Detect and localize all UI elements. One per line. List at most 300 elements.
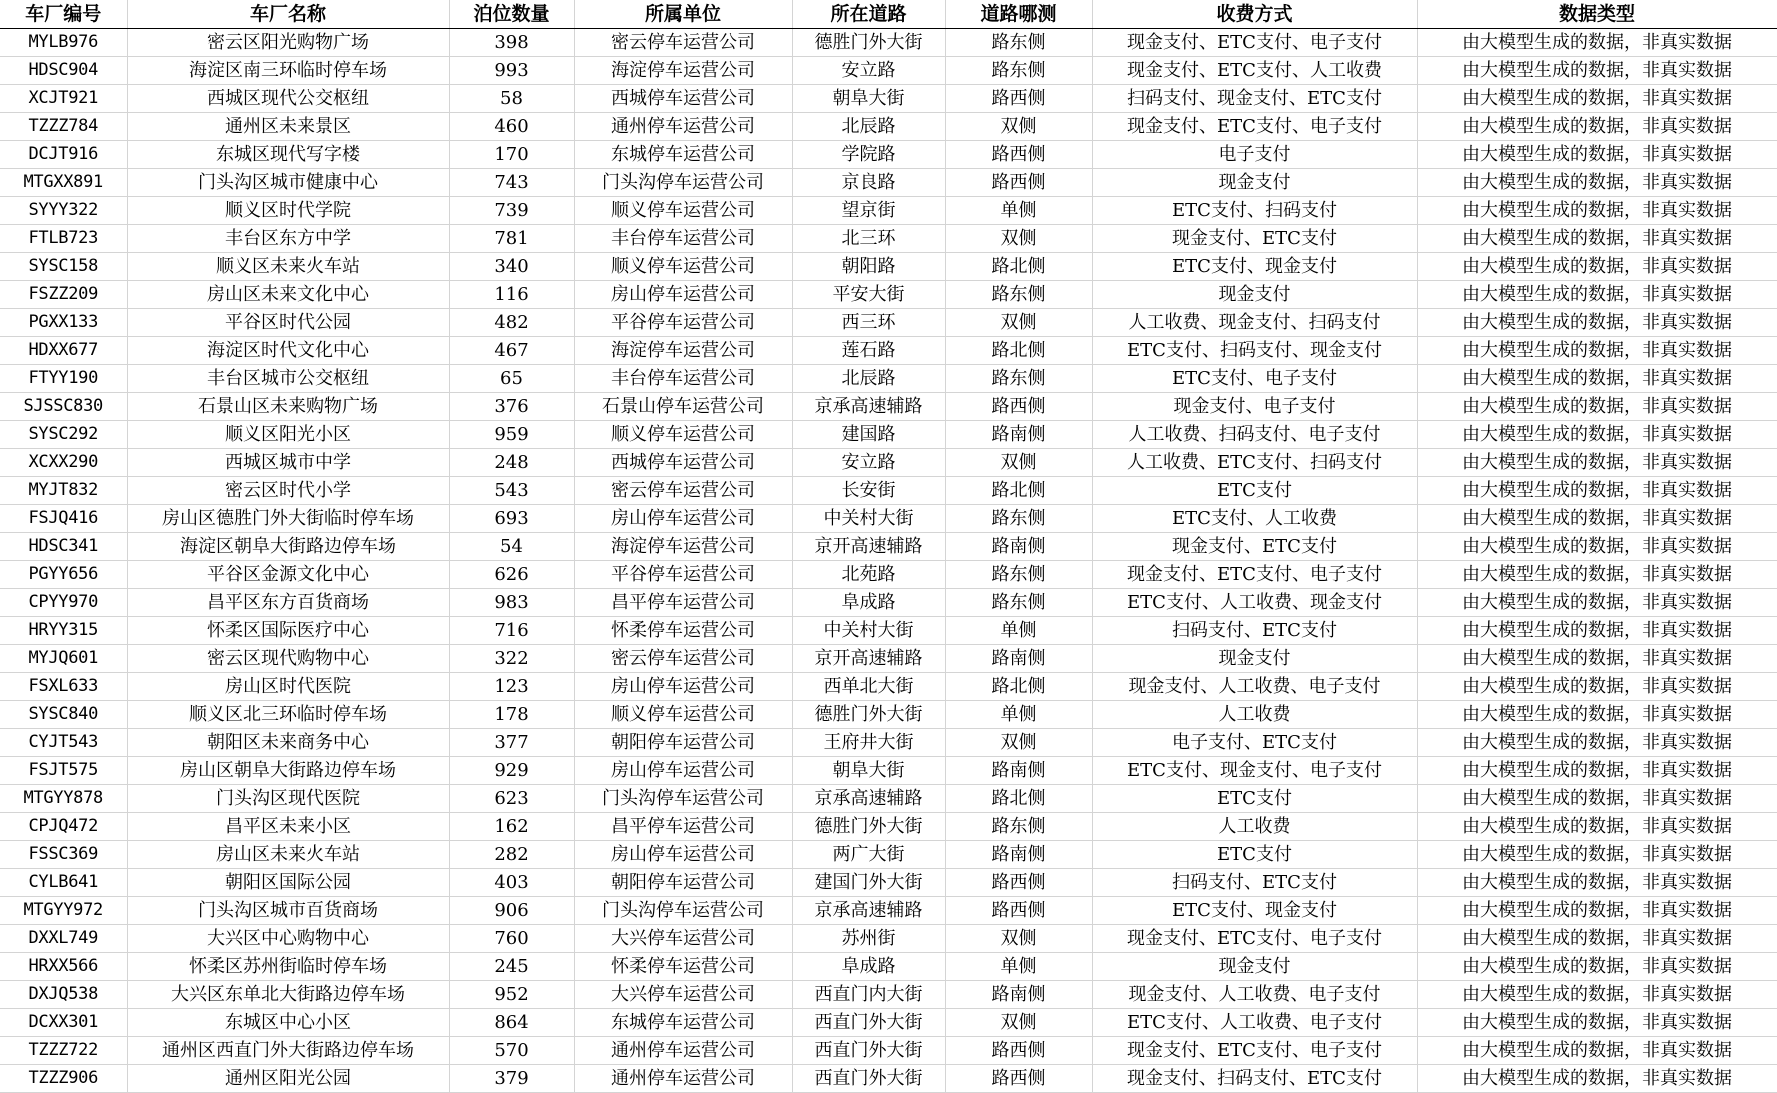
road-side-cell[interactable]: 双侧 bbox=[945, 1009, 1092, 1037]
data-type-cell[interactable]: 由大模型生成的数据，非真实数据 bbox=[1417, 1037, 1777, 1065]
column-header-berth-count[interactable]: 泊位数量 bbox=[449, 0, 574, 29]
berth-count-cell[interactable]: 760 bbox=[449, 925, 574, 953]
lot-name-cell[interactable]: 密云区时代小学 bbox=[127, 477, 449, 505]
lot-name-cell[interactable]: 昌平区未来小区 bbox=[127, 813, 449, 841]
lot-name-cell[interactable]: 顺义区时代学院 bbox=[127, 197, 449, 225]
payment-cell[interactable]: 现金支付、人工收费、电子支付 bbox=[1092, 981, 1417, 1009]
payment-cell[interactable]: 现金支付、ETC支付、电子支付 bbox=[1092, 561, 1417, 589]
payment-cell[interactable]: ETC支付、现金支付 bbox=[1092, 897, 1417, 925]
road-side-cell[interactable]: 路西侧 bbox=[945, 869, 1092, 897]
lot-name-cell[interactable]: 海淀区时代文化中心 bbox=[127, 337, 449, 365]
data-type-cell[interactable]: 由大模型生成的数据，非真实数据 bbox=[1417, 393, 1777, 421]
lot-name-cell[interactable]: 房山区时代医院 bbox=[127, 673, 449, 701]
berth-count-cell[interactable]: 376 bbox=[449, 393, 574, 421]
column-header-payment[interactable]: 收费方式 bbox=[1092, 0, 1417, 29]
payment-cell[interactable]: 现金支付、电子支付 bbox=[1092, 393, 1417, 421]
road-cell[interactable]: 建国路 bbox=[792, 421, 945, 449]
data-type-cell[interactable]: 由大模型生成的数据，非真实数据 bbox=[1417, 897, 1777, 925]
data-type-cell[interactable]: 由大模型生成的数据，非真实数据 bbox=[1417, 281, 1777, 309]
lot-id-cell[interactable]: MYJT832 bbox=[0, 477, 127, 505]
lot-name-cell[interactable]: 东城区中心小区 bbox=[127, 1009, 449, 1037]
payment-cell[interactable]: ETC支付、人工收费、现金支付 bbox=[1092, 589, 1417, 617]
berth-count-cell[interactable]: 460 bbox=[449, 113, 574, 141]
operator-cell[interactable]: 东城停车运营公司 bbox=[574, 1009, 792, 1037]
data-type-cell[interactable]: 由大模型生成的数据，非真实数据 bbox=[1417, 505, 1777, 533]
operator-cell[interactable]: 门头沟停车运营公司 bbox=[574, 169, 792, 197]
payment-cell[interactable]: 现金支付、ETC支付 bbox=[1092, 533, 1417, 561]
lot-id-cell[interactable]: HDXX677 bbox=[0, 337, 127, 365]
lot-name-cell[interactable]: 通州区西直门外大街路边停车场 bbox=[127, 1037, 449, 1065]
berth-count-cell[interactable]: 379 bbox=[449, 1065, 574, 1093]
lot-name-cell[interactable]: 海淀区南三环临时停车场 bbox=[127, 57, 449, 85]
road-cell[interactable]: 西直门内大街 bbox=[792, 981, 945, 1009]
berth-count-cell[interactable]: 906 bbox=[449, 897, 574, 925]
operator-cell[interactable]: 通州停车运营公司 bbox=[574, 113, 792, 141]
road-cell[interactable]: 望京街 bbox=[792, 197, 945, 225]
road-side-cell[interactable]: 路北侧 bbox=[945, 337, 1092, 365]
road-side-cell[interactable]: 路南侧 bbox=[945, 757, 1092, 785]
lot-name-cell[interactable]: 顺义区阳光小区 bbox=[127, 421, 449, 449]
operator-cell[interactable]: 大兴停车运营公司 bbox=[574, 981, 792, 1009]
lot-id-cell[interactable]: SJSSC830 bbox=[0, 393, 127, 421]
lot-name-cell[interactable]: 平谷区时代公园 bbox=[127, 309, 449, 337]
column-header-road-side[interactable]: 道路哪测 bbox=[945, 0, 1092, 29]
lot-id-cell[interactable]: PGXX133 bbox=[0, 309, 127, 337]
lot-name-cell[interactable]: 门头沟区城市健康中心 bbox=[127, 169, 449, 197]
lot-id-cell[interactable]: SYSC292 bbox=[0, 421, 127, 449]
lot-name-cell[interactable]: 平谷区金源文化中心 bbox=[127, 561, 449, 589]
lot-id-cell[interactable]: TZZZ784 bbox=[0, 113, 127, 141]
lot-id-cell[interactable]: FSJT575 bbox=[0, 757, 127, 785]
lot-id-cell[interactable]: HDSC341 bbox=[0, 533, 127, 561]
data-type-cell[interactable]: 由大模型生成的数据，非真实数据 bbox=[1417, 421, 1777, 449]
road-cell[interactable]: 安立路 bbox=[792, 57, 945, 85]
road-side-cell[interactable]: 单侧 bbox=[945, 617, 1092, 645]
road-side-cell[interactable]: 路南侧 bbox=[945, 421, 1092, 449]
lot-id-cell[interactable]: FSSC369 bbox=[0, 841, 127, 869]
operator-cell[interactable]: 海淀停车运营公司 bbox=[574, 533, 792, 561]
data-type-cell[interactable]: 由大模型生成的数据，非真实数据 bbox=[1417, 477, 1777, 505]
operator-cell[interactable]: 房山停车运营公司 bbox=[574, 841, 792, 869]
data-type-cell[interactable]: 由大模型生成的数据，非真实数据 bbox=[1417, 169, 1777, 197]
berth-count-cell[interactable]: 178 bbox=[449, 701, 574, 729]
column-header-data-type[interactable]: 数据类型 bbox=[1417, 0, 1777, 29]
road-cell[interactable]: 苏州街 bbox=[792, 925, 945, 953]
lot-name-cell[interactable]: 丰台区东方中学 bbox=[127, 225, 449, 253]
data-type-cell[interactable]: 由大模型生成的数据，非真实数据 bbox=[1417, 701, 1777, 729]
road-cell[interactable]: 北辰路 bbox=[792, 113, 945, 141]
data-type-cell[interactable]: 由大模型生成的数据，非真实数据 bbox=[1417, 309, 1777, 337]
lot-name-cell[interactable]: 密云区阳光购物广场 bbox=[127, 29, 449, 57]
operator-cell[interactable]: 昌平停车运营公司 bbox=[574, 589, 792, 617]
payment-cell[interactable]: 扫码支付、ETC支付 bbox=[1092, 869, 1417, 897]
lot-name-cell[interactable]: 海淀区朝阜大街路边停车场 bbox=[127, 533, 449, 561]
road-side-cell[interactable]: 单侧 bbox=[945, 197, 1092, 225]
column-header-road[interactable]: 所在道路 bbox=[792, 0, 945, 29]
lot-name-cell[interactable]: 西城区现代公交枢纽 bbox=[127, 85, 449, 113]
operator-cell[interactable]: 怀柔停车运营公司 bbox=[574, 953, 792, 981]
lot-id-cell[interactable]: MTGYY972 bbox=[0, 897, 127, 925]
lot-id-cell[interactable]: TZZZ722 bbox=[0, 1037, 127, 1065]
berth-count-cell[interactable]: 65 bbox=[449, 365, 574, 393]
lot-id-cell[interactable]: DXXL749 bbox=[0, 925, 127, 953]
road-side-cell[interactable]: 双侧 bbox=[945, 449, 1092, 477]
road-cell[interactable]: 西直门外大街 bbox=[792, 1037, 945, 1065]
road-cell[interactable]: 北三环 bbox=[792, 225, 945, 253]
road-side-cell[interactable]: 路南侧 bbox=[945, 841, 1092, 869]
berth-count-cell[interactable]: 123 bbox=[449, 673, 574, 701]
operator-cell[interactable]: 顺义停车运营公司 bbox=[574, 197, 792, 225]
road-cell[interactable]: 阜成路 bbox=[792, 589, 945, 617]
lot-id-cell[interactable]: DCXX301 bbox=[0, 1009, 127, 1037]
payment-cell[interactable]: 现金支付、ETC支付、电子支付 bbox=[1092, 113, 1417, 141]
operator-cell[interactable]: 顺义停车运营公司 bbox=[574, 253, 792, 281]
road-side-cell[interactable]: 路南侧 bbox=[945, 533, 1092, 561]
data-type-cell[interactable]: 由大模型生成的数据，非真实数据 bbox=[1417, 449, 1777, 477]
road-side-cell[interactable]: 路西侧 bbox=[945, 897, 1092, 925]
data-type-cell[interactable]: 由大模型生成的数据，非真实数据 bbox=[1417, 673, 1777, 701]
lot-id-cell[interactable]: FSJQ416 bbox=[0, 505, 127, 533]
operator-cell[interactable]: 海淀停车运营公司 bbox=[574, 337, 792, 365]
road-side-cell[interactable]: 双侧 bbox=[945, 225, 1092, 253]
berth-count-cell[interactable]: 864 bbox=[449, 1009, 574, 1037]
berth-count-cell[interactable]: 993 bbox=[449, 57, 574, 85]
operator-cell[interactable]: 石景山停车运营公司 bbox=[574, 393, 792, 421]
road-cell[interactable]: 德胜门外大街 bbox=[792, 29, 945, 57]
lot-name-cell[interactable]: 石景山区未来购物广场 bbox=[127, 393, 449, 421]
berth-count-cell[interactable]: 623 bbox=[449, 785, 574, 813]
berth-count-cell[interactable]: 377 bbox=[449, 729, 574, 757]
payment-cell[interactable]: 现金支付 bbox=[1092, 169, 1417, 197]
berth-count-cell[interactable]: 340 bbox=[449, 253, 574, 281]
operator-cell[interactable]: 房山停车运营公司 bbox=[574, 673, 792, 701]
berth-count-cell[interactable]: 626 bbox=[449, 561, 574, 589]
road-side-cell[interactable]: 单侧 bbox=[945, 953, 1092, 981]
berth-count-cell[interactable]: 322 bbox=[449, 645, 574, 673]
road-side-cell[interactable]: 路南侧 bbox=[945, 981, 1092, 1009]
berth-count-cell[interactable]: 58 bbox=[449, 85, 574, 113]
road-side-cell[interactable]: 路西侧 bbox=[945, 1037, 1092, 1065]
berth-count-cell[interactable]: 781 bbox=[449, 225, 574, 253]
payment-cell[interactable]: ETC支付、人工收费、电子支付 bbox=[1092, 1009, 1417, 1037]
operator-cell[interactable]: 平谷停车运营公司 bbox=[574, 561, 792, 589]
road-side-cell[interactable]: 路北侧 bbox=[945, 785, 1092, 813]
road-cell[interactable]: 京开高速辅路 bbox=[792, 533, 945, 561]
road-cell[interactable]: 莲石路 bbox=[792, 337, 945, 365]
road-side-cell[interactable]: 路东侧 bbox=[945, 505, 1092, 533]
operator-cell[interactable]: 房山停车运营公司 bbox=[574, 505, 792, 533]
operator-cell[interactable]: 朝阳停车运营公司 bbox=[574, 729, 792, 757]
road-cell[interactable]: 京开高速辅路 bbox=[792, 645, 945, 673]
road-side-cell[interactable]: 路东侧 bbox=[945, 813, 1092, 841]
payment-cell[interactable]: 人工收费、现金支付、扫码支付 bbox=[1092, 309, 1417, 337]
data-type-cell[interactable]: 由大模型生成的数据，非真实数据 bbox=[1417, 337, 1777, 365]
road-side-cell[interactable]: 路东侧 bbox=[945, 57, 1092, 85]
operator-cell[interactable]: 房山停车运营公司 bbox=[574, 757, 792, 785]
payment-cell[interactable]: 现金支付 bbox=[1092, 281, 1417, 309]
operator-cell[interactable]: 密云停车运营公司 bbox=[574, 29, 792, 57]
berth-count-cell[interactable]: 693 bbox=[449, 505, 574, 533]
payment-cell[interactable]: 现金支付、ETC支付 bbox=[1092, 225, 1417, 253]
column-header-lot-id[interactable]: 车厂编号 bbox=[0, 0, 127, 29]
lot-name-cell[interactable]: 东城区现代写字楼 bbox=[127, 141, 449, 169]
payment-cell[interactable]: 现金支付 bbox=[1092, 953, 1417, 981]
lot-id-cell[interactable]: CYLB641 bbox=[0, 869, 127, 897]
road-cell[interactable]: 朝阜大街 bbox=[792, 85, 945, 113]
payment-cell[interactable]: 扫码支付、现金支付、ETC支付 bbox=[1092, 85, 1417, 113]
road-side-cell[interactable]: 路东侧 bbox=[945, 281, 1092, 309]
road-cell[interactable]: 朝阜大街 bbox=[792, 757, 945, 785]
berth-count-cell[interactable]: 162 bbox=[449, 813, 574, 841]
lot-name-cell[interactable]: 怀柔区国际医疗中心 bbox=[127, 617, 449, 645]
lot-name-cell[interactable]: 顺义区北三环临时停车场 bbox=[127, 701, 449, 729]
road-side-cell[interactable]: 路东侧 bbox=[945, 561, 1092, 589]
payment-cell[interactable]: ETC支付、电子支付 bbox=[1092, 365, 1417, 393]
data-type-cell[interactable]: 由大模型生成的数据，非真实数据 bbox=[1417, 253, 1777, 281]
road-side-cell[interactable]: 路西侧 bbox=[945, 393, 1092, 421]
operator-cell[interactable]: 东城停车运营公司 bbox=[574, 141, 792, 169]
data-type-cell[interactable]: 由大模型生成的数据，非真实数据 bbox=[1417, 785, 1777, 813]
road-cell[interactable]: 王府井大街 bbox=[792, 729, 945, 757]
operator-cell[interactable]: 西城停车运营公司 bbox=[574, 449, 792, 477]
lot-name-cell[interactable]: 丰台区城市公交枢纽 bbox=[127, 365, 449, 393]
lot-name-cell[interactable]: 房山区朝阜大街路边停车场 bbox=[127, 757, 449, 785]
data-type-cell[interactable]: 由大模型生成的数据，非真实数据 bbox=[1417, 981, 1777, 1009]
payment-cell[interactable]: 现金支付、ETC支付、人工收费 bbox=[1092, 57, 1417, 85]
road-side-cell[interactable]: 路东侧 bbox=[945, 589, 1092, 617]
road-cell[interactable]: 平安大街 bbox=[792, 281, 945, 309]
lot-id-cell[interactable]: PGYY656 bbox=[0, 561, 127, 589]
lot-name-cell[interactable]: 朝阳区未来商务中心 bbox=[127, 729, 449, 757]
lot-name-cell[interactable]: 房山区未来文化中心 bbox=[127, 281, 449, 309]
road-cell[interactable]: 京承高速辅路 bbox=[792, 897, 945, 925]
berth-count-cell[interactable]: 403 bbox=[449, 869, 574, 897]
data-type-cell[interactable]: 由大模型生成的数据，非真实数据 bbox=[1417, 841, 1777, 869]
lot-id-cell[interactable]: CYJT543 bbox=[0, 729, 127, 757]
road-side-cell[interactable]: 路东侧 bbox=[945, 365, 1092, 393]
road-side-cell[interactable]: 路东侧 bbox=[945, 29, 1092, 57]
berth-count-cell[interactable]: 54 bbox=[449, 533, 574, 561]
column-header-lot-name[interactable]: 车厂名称 bbox=[127, 0, 449, 29]
lot-id-cell[interactable]: MTGYY878 bbox=[0, 785, 127, 813]
lot-name-cell[interactable]: 门头沟区城市百货商场 bbox=[127, 897, 449, 925]
lot-id-cell[interactable]: XCJT921 bbox=[0, 85, 127, 113]
payment-cell[interactable]: 现金支付 bbox=[1092, 645, 1417, 673]
payment-cell[interactable]: ETC支付 bbox=[1092, 841, 1417, 869]
lot-name-cell[interactable]: 顺义区未来火车站 bbox=[127, 253, 449, 281]
data-type-cell[interactable]: 由大模型生成的数据，非真实数据 bbox=[1417, 141, 1777, 169]
payment-cell[interactable]: 人工收费、ETC支付、扫码支付 bbox=[1092, 449, 1417, 477]
lot-id-cell[interactable]: HRYY315 bbox=[0, 617, 127, 645]
lot-name-cell[interactable]: 门头沟区现代医院 bbox=[127, 785, 449, 813]
road-side-cell[interactable]: 路北侧 bbox=[945, 477, 1092, 505]
data-type-cell[interactable]: 由大模型生成的数据，非真实数据 bbox=[1417, 365, 1777, 393]
road-cell[interactable]: 京良路 bbox=[792, 169, 945, 197]
lot-name-cell[interactable]: 通州区未来景区 bbox=[127, 113, 449, 141]
data-type-cell[interactable]: 由大模型生成的数据，非真实数据 bbox=[1417, 1009, 1777, 1037]
lot-id-cell[interactable]: MYLB976 bbox=[0, 29, 127, 57]
lot-id-cell[interactable]: HRXX566 bbox=[0, 953, 127, 981]
road-side-cell[interactable]: 双侧 bbox=[945, 113, 1092, 141]
data-type-cell[interactable]: 由大模型生成的数据，非真实数据 bbox=[1417, 617, 1777, 645]
lot-id-cell[interactable]: SYSC840 bbox=[0, 701, 127, 729]
payment-cell[interactable]: 电子支付 bbox=[1092, 141, 1417, 169]
berth-count-cell[interactable]: 716 bbox=[449, 617, 574, 645]
column-header-operator[interactable]: 所属单位 bbox=[574, 0, 792, 29]
data-type-cell[interactable]: 由大模型生成的数据，非真实数据 bbox=[1417, 813, 1777, 841]
operator-cell[interactable]: 丰台停车运营公司 bbox=[574, 225, 792, 253]
payment-cell[interactable]: ETC支付、扫码支付 bbox=[1092, 197, 1417, 225]
berth-count-cell[interactable]: 952 bbox=[449, 981, 574, 1009]
road-cell[interactable]: 西三环 bbox=[792, 309, 945, 337]
berth-count-cell[interactable]: 248 bbox=[449, 449, 574, 477]
lot-id-cell[interactable]: CPYY970 bbox=[0, 589, 127, 617]
lot-name-cell[interactable]: 房山区德胜门外大街临时停车场 bbox=[127, 505, 449, 533]
operator-cell[interactable]: 顺义停车运营公司 bbox=[574, 701, 792, 729]
operator-cell[interactable]: 顺义停车运营公司 bbox=[574, 421, 792, 449]
data-type-cell[interactable]: 由大模型生成的数据，非真实数据 bbox=[1417, 29, 1777, 57]
lot-id-cell[interactable]: HDSC904 bbox=[0, 57, 127, 85]
road-side-cell[interactable]: 双侧 bbox=[945, 925, 1092, 953]
payment-cell[interactable]: 现金支付、ETC支付、电子支付 bbox=[1092, 1037, 1417, 1065]
lot-id-cell[interactable]: FTYY190 bbox=[0, 365, 127, 393]
data-type-cell[interactable]: 由大模型生成的数据，非真实数据 bbox=[1417, 869, 1777, 897]
road-cell[interactable]: 西直门外大街 bbox=[792, 1009, 945, 1037]
road-side-cell[interactable]: 路北侧 bbox=[945, 253, 1092, 281]
road-side-cell[interactable]: 路西侧 bbox=[945, 169, 1092, 197]
operator-cell[interactable]: 房山停车运营公司 bbox=[574, 281, 792, 309]
payment-cell[interactable]: 现金支付、扫码支付、ETC支付 bbox=[1092, 1065, 1417, 1093]
data-type-cell[interactable]: 由大模型生成的数据，非真实数据 bbox=[1417, 1065, 1777, 1093]
berth-count-cell[interactable]: 398 bbox=[449, 29, 574, 57]
lot-name-cell[interactable]: 通州区阳光公园 bbox=[127, 1065, 449, 1093]
operator-cell[interactable]: 昌平停车运营公司 bbox=[574, 813, 792, 841]
road-cell[interactable]: 德胜门外大街 bbox=[792, 813, 945, 841]
road-cell[interactable]: 京承高速辅路 bbox=[792, 393, 945, 421]
payment-cell[interactable]: 扫码支付、ETC支付 bbox=[1092, 617, 1417, 645]
lot-name-cell[interactable]: 朝阳区国际公园 bbox=[127, 869, 449, 897]
payment-cell[interactable]: 人工收费 bbox=[1092, 701, 1417, 729]
berth-count-cell[interactable]: 482 bbox=[449, 309, 574, 337]
berth-count-cell[interactable]: 543 bbox=[449, 477, 574, 505]
data-type-cell[interactable]: 由大模型生成的数据，非真实数据 bbox=[1417, 757, 1777, 785]
lot-id-cell[interactable]: XCXX290 bbox=[0, 449, 127, 477]
data-type-cell[interactable]: 由大模型生成的数据，非真实数据 bbox=[1417, 589, 1777, 617]
lot-id-cell[interactable]: SYYY322 bbox=[0, 197, 127, 225]
lot-id-cell[interactable]: FTLB723 bbox=[0, 225, 127, 253]
operator-cell[interactable]: 海淀停车运营公司 bbox=[574, 57, 792, 85]
road-cell[interactable]: 北辰路 bbox=[792, 365, 945, 393]
road-cell[interactable]: 学院路 bbox=[792, 141, 945, 169]
data-type-cell[interactable]: 由大模型生成的数据，非真实数据 bbox=[1417, 645, 1777, 673]
lot-id-cell[interactable]: DCJT916 bbox=[0, 141, 127, 169]
road-cell[interactable]: 中关村大街 bbox=[792, 505, 945, 533]
operator-cell[interactable]: 西城停车运营公司 bbox=[574, 85, 792, 113]
road-side-cell[interactable]: 双侧 bbox=[945, 729, 1092, 757]
road-cell[interactable]: 长安街 bbox=[792, 477, 945, 505]
berth-count-cell[interactable]: 116 bbox=[449, 281, 574, 309]
lot-id-cell[interactable]: CPJQ472 bbox=[0, 813, 127, 841]
road-cell[interactable]: 安立路 bbox=[792, 449, 945, 477]
lot-name-cell[interactable]: 房山区未来火车站 bbox=[127, 841, 449, 869]
berth-count-cell[interactable]: 170 bbox=[449, 141, 574, 169]
road-side-cell[interactable]: 路西侧 bbox=[945, 141, 1092, 169]
berth-count-cell[interactable]: 570 bbox=[449, 1037, 574, 1065]
data-type-cell[interactable]: 由大模型生成的数据，非真实数据 bbox=[1417, 113, 1777, 141]
road-side-cell[interactable]: 双侧 bbox=[945, 309, 1092, 337]
operator-cell[interactable]: 怀柔停车运营公司 bbox=[574, 617, 792, 645]
berth-count-cell[interactable]: 282 bbox=[449, 841, 574, 869]
road-cell[interactable]: 京承高速辅路 bbox=[792, 785, 945, 813]
data-type-cell[interactable]: 由大模型生成的数据，非真实数据 bbox=[1417, 953, 1777, 981]
payment-cell[interactable]: ETC支付、人工收费 bbox=[1092, 505, 1417, 533]
lot-id-cell[interactable]: MYJQ601 bbox=[0, 645, 127, 673]
data-type-cell[interactable]: 由大模型生成的数据，非真实数据 bbox=[1417, 57, 1777, 85]
data-type-cell[interactable]: 由大模型生成的数据，非真实数据 bbox=[1417, 533, 1777, 561]
data-type-cell[interactable]: 由大模型生成的数据，非真实数据 bbox=[1417, 561, 1777, 589]
payment-cell[interactable]: ETC支付、现金支付 bbox=[1092, 253, 1417, 281]
road-cell[interactable]: 中关村大街 bbox=[792, 617, 945, 645]
lot-name-cell[interactable]: 大兴区中心购物中心 bbox=[127, 925, 449, 953]
operator-cell[interactable]: 丰台停车运营公司 bbox=[574, 365, 792, 393]
road-cell[interactable]: 西直门外大街 bbox=[792, 1065, 945, 1093]
lot-id-cell[interactable]: SYSC158 bbox=[0, 253, 127, 281]
payment-cell[interactable]: 人工收费、扫码支付、电子支付 bbox=[1092, 421, 1417, 449]
lot-name-cell[interactable]: 西城区城市中学 bbox=[127, 449, 449, 477]
road-cell[interactable]: 德胜门外大街 bbox=[792, 701, 945, 729]
payment-cell[interactable]: ETC支付 bbox=[1092, 477, 1417, 505]
road-side-cell[interactable]: 路北侧 bbox=[945, 673, 1092, 701]
lot-id-cell[interactable]: MTGXX891 bbox=[0, 169, 127, 197]
payment-cell[interactable]: ETC支付 bbox=[1092, 785, 1417, 813]
payment-cell[interactable]: 人工收费 bbox=[1092, 813, 1417, 841]
operator-cell[interactable]: 密云停车运营公司 bbox=[574, 645, 792, 673]
road-side-cell[interactable]: 路南侧 bbox=[945, 645, 1092, 673]
road-cell[interactable]: 建国门外大街 bbox=[792, 869, 945, 897]
lot-id-cell[interactable]: FSZZ209 bbox=[0, 281, 127, 309]
operator-cell[interactable]: 门头沟停车运营公司 bbox=[574, 897, 792, 925]
operator-cell[interactable]: 平谷停车运营公司 bbox=[574, 309, 792, 337]
berth-count-cell[interactable]: 929 bbox=[449, 757, 574, 785]
road-side-cell[interactable]: 路西侧 bbox=[945, 85, 1092, 113]
operator-cell[interactable]: 大兴停车运营公司 bbox=[574, 925, 792, 953]
data-type-cell[interactable]: 由大模型生成的数据，非真实数据 bbox=[1417, 225, 1777, 253]
berth-count-cell[interactable]: 743 bbox=[449, 169, 574, 197]
payment-cell[interactable]: ETC支付、现金支付、电子支付 bbox=[1092, 757, 1417, 785]
payment-cell[interactable]: ETC支付、扫码支付、现金支付 bbox=[1092, 337, 1417, 365]
berth-count-cell[interactable]: 245 bbox=[449, 953, 574, 981]
data-type-cell[interactable]: 由大模型生成的数据，非真实数据 bbox=[1417, 197, 1777, 225]
road-cell[interactable]: 两广大街 bbox=[792, 841, 945, 869]
lot-id-cell[interactable]: FSXL633 bbox=[0, 673, 127, 701]
operator-cell[interactable]: 朝阳停车运营公司 bbox=[574, 869, 792, 897]
data-type-cell[interactable]: 由大模型生成的数据，非真实数据 bbox=[1417, 85, 1777, 113]
road-side-cell[interactable]: 路西侧 bbox=[945, 1065, 1092, 1093]
data-type-cell[interactable]: 由大模型生成的数据，非真实数据 bbox=[1417, 925, 1777, 953]
operator-cell[interactable]: 通州停车运营公司 bbox=[574, 1037, 792, 1065]
road-cell[interactable]: 北苑路 bbox=[792, 561, 945, 589]
lot-name-cell[interactable]: 昌平区东方百货商场 bbox=[127, 589, 449, 617]
road-cell[interactable]: 朝阳路 bbox=[792, 253, 945, 281]
berth-count-cell[interactable]: 467 bbox=[449, 337, 574, 365]
operator-cell[interactable]: 门头沟停车运营公司 bbox=[574, 785, 792, 813]
payment-cell[interactable]: 现金支付、人工收费、电子支付 bbox=[1092, 673, 1417, 701]
berth-count-cell[interactable]: 739 bbox=[449, 197, 574, 225]
lot-id-cell[interactable]: TZZZ906 bbox=[0, 1065, 127, 1093]
operator-cell[interactable]: 密云停车运营公司 bbox=[574, 477, 792, 505]
lot-name-cell[interactable]: 怀柔区苏州街临时停车场 bbox=[127, 953, 449, 981]
lot-id-cell[interactable]: DXJQ538 bbox=[0, 981, 127, 1009]
